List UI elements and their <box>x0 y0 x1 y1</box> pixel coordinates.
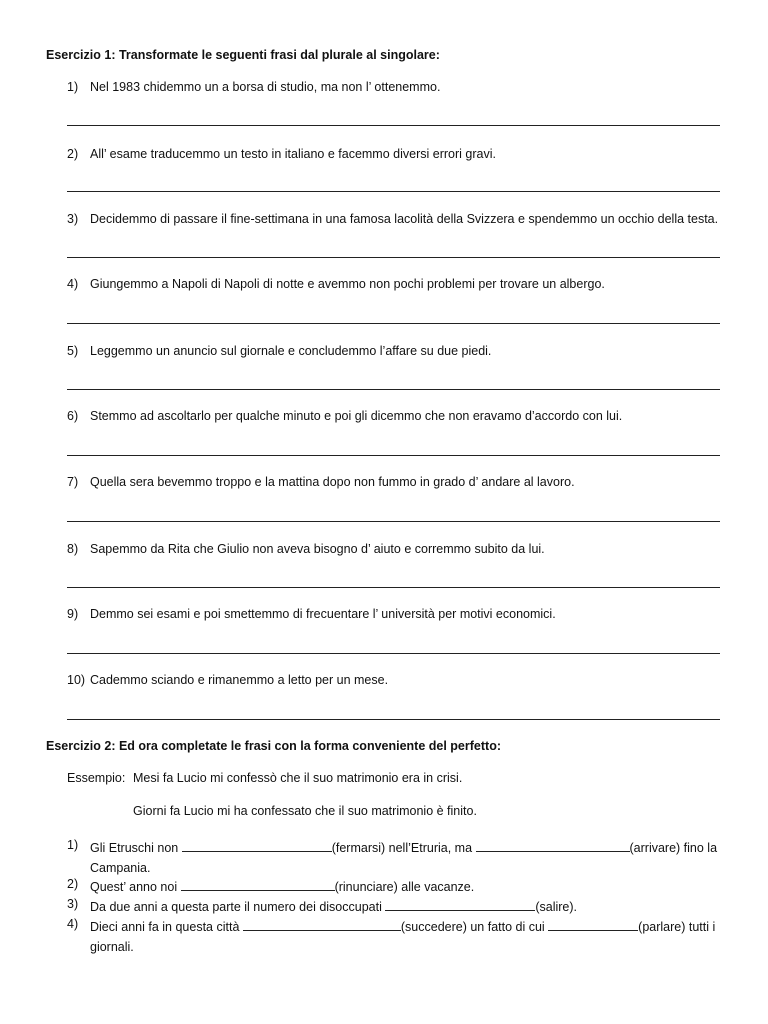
exercise2-item-3: 3) Da due anni a questa parte il numero dei disoccupati (salire). <box>67 897 577 914</box>
exercise1-item-6: 6) Stemmo ad ascoltarlo per qualche minuto e poi gli dicemmo che non eravamo d’accordo con lui. <box>67 409 623 423</box>
fill-blank[interactable] <box>243 918 401 931</box>
example-line-1: Mesi fa Lucio mi confessò che il suo matrimonio era in crisi. <box>133 771 463 785</box>
fill-blank[interactable] <box>181 878 335 891</box>
exercise1-item-2: 2) All’ esame traducemmo un testo in italiano e facemmo diversi errori gravi. <box>67 147 496 161</box>
answer-line-5[interactable] <box>67 389 720 390</box>
exercise1-item-8: 8) Sapemmo da Rita che Giulio non aveva bisogno d’ aiuto e corremmo subito da lui. <box>67 542 545 556</box>
example-label: Essempio: <box>67 771 126 785</box>
fill-blank[interactable] <box>182 839 332 852</box>
fill-blank[interactable] <box>548 918 638 931</box>
exercise1-item-4: 4) Giungemmo a Napoli di Napoli di notte e avemmo non pochi problemi per trovare un albergo. <box>67 277 605 291</box>
answer-line-9[interactable] <box>67 653 720 654</box>
answer-line-10[interactable] <box>67 719 720 720</box>
answer-line-3[interactable] <box>67 257 720 258</box>
exercise1-title: Esercizio 1: Transformate le seguenti frasi dal plurale al singolare: <box>46 48 440 62</box>
exercise2-item-1: 1) Gli Etruschi non (fermarsi) nell’Etruria, ma (arrivare) fino la Campania. <box>67 838 718 875</box>
exercise1-item-3: 3) Decidemmo di passare il fine-settimana in una famosa lacolità della Svizzera e spendemmo un occhio della testa. <box>67 212 719 226</box>
answer-line-4[interactable] <box>67 323 720 324</box>
fill-blank[interactable] <box>385 898 535 911</box>
exercise1-item-10: 10) Cademmo sciando e rimanemmo a letto per un mese. <box>67 673 389 687</box>
exercise2-item-2: 2) Quest’ anno noi (rinunciare) alle vacanze. <box>67 877 475 894</box>
answer-line-2[interactable] <box>67 191 720 192</box>
answer-line-8[interactable] <box>67 587 720 588</box>
exercise1-item-1: 1) Nel 1983 chidemmo un a borsa di studio, ma non l’ ottenemmo. <box>67 80 441 94</box>
answer-line-1[interactable] <box>67 125 720 126</box>
exercise1-item-7: 7) Quella sera bevemmo troppo e la mattina dopo non fummo in grado d’ andare al lavoro. <box>67 475 575 489</box>
exercise2-title: Esercizio 2: Ed ora completate le frasi con la forma conveniente del perfetto: <box>46 739 501 753</box>
fill-blank[interactable] <box>476 839 630 852</box>
exercise1-item-5: 5) Leggemmo un anuncio sul giornale e concludemmo l’affare su due piedi. <box>67 344 492 358</box>
example-line-2: Giorni fa Lucio mi ha confessato che il suo matrimonio è finito. <box>133 804 477 818</box>
exercise1-item-9: 9) Demmo sei esami e poi smettemmo di frecuentare l’ università per motivi economici. <box>67 607 556 621</box>
exercise2-item-4: 4) Dieci anni fa in questa città (succedere) un fatto di cui (parlare) tutti i giornali. <box>67 917 716 954</box>
answer-line-7[interactable] <box>67 521 720 522</box>
answer-line-6[interactable] <box>67 455 720 456</box>
